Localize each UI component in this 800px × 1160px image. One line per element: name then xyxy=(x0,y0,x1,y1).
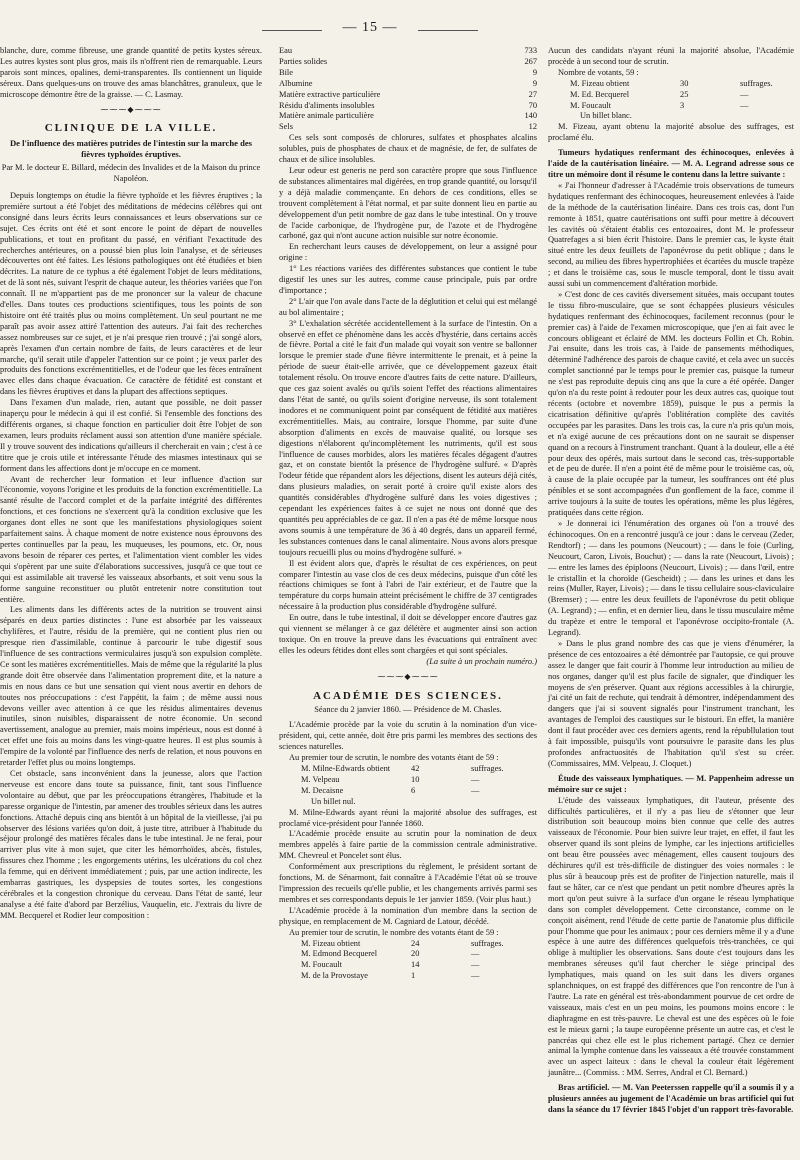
composition-row xyxy=(279,90,537,101)
vote-row xyxy=(279,764,537,775)
composition-row xyxy=(279,111,537,122)
vote-count: 30 xyxy=(680,78,689,88)
paragraph: Il est évident alors que, d'après le résultat de ces expériences, on peut comparer l'intestin au vase clos de ces deux médecins, puisque d'un côté les réactions chimiques se font à l'abri de l'air extérieur, et de l'autre que la température du corps humain atteint précisément le chiffre de 37 centigrades nécessaire à la production plus considérable d'hydrogène sulfuré. xyxy=(279,558,537,612)
vote-unit: — xyxy=(471,785,480,795)
vote-count: 25 xyxy=(680,89,689,99)
paragraph: » Dans le plus grand nombre des cas que je viens d'énumérer, la présence de ces entozoaires a été démontrée par l'autopsie, ce qui prouve assez le danger que fait courir à l'homme leur introduction au milieu de nos organes, danger qu'il est plus facile de signaler, que d'indiquer les moyens de s'en préserver. Quant aux régions accessibles à la chirurgie, j'ai cité un fait de rechute, qui tendrait à démontrer, indépendamment des dangers que j'ai si souvent signalés pour l'instrument tranchant, les avantages de l'emploi des caustiques sur le bistouri. En effet, la manière dont il faut procéder avec ces derniers agents, rend la républlulation tout à fait impossible, puisqu'ils vont poursuivre le parasite dans les plus profondes anfractuosités de l'habitation qu'il s'est su créer. (Commissaires, MM. Velpeau, J. Cloquet.) xyxy=(548,638,794,768)
paragraph: En outre, dans le tube intestinal, il doit se développer encore d'autres gaz qui viennent se mélanger à ce gaz délétère et augmenter ainsi son action toxique. On en trouve la preuve dans les évacuations qui entraînent avec elles les odeurs fétides dont elles sont chargées et qui sont spéciales. xyxy=(279,613,537,655)
vote-unit: suffrages. xyxy=(471,764,504,773)
page-number: — 15 — xyxy=(342,20,398,35)
vote-unit: — xyxy=(471,971,480,981)
vote-row xyxy=(279,775,537,786)
composition-row xyxy=(279,122,537,133)
composition-value: 12 xyxy=(528,122,537,132)
vote-name: M. Edmond Becquerel xyxy=(301,949,378,959)
academy-title: ACADÉMIE DES SCIENCES. xyxy=(313,689,503,702)
column-2 xyxy=(279,46,537,982)
composition-label: Matière animale particulière xyxy=(279,111,374,121)
tumeurs-body xyxy=(548,181,794,770)
article-byline: Par M. le docteur E. Billard, médecin des Invalides et de la Maison du prince Napoléon. xyxy=(1,163,261,184)
continued-note: (La suite à un prochain numéro.) xyxy=(426,656,537,666)
composition-row xyxy=(279,57,537,68)
vote-list-3 xyxy=(548,79,794,112)
section-title: CLINIQUE DE LA VILLE. xyxy=(44,122,218,135)
page-header xyxy=(0,20,800,40)
vote-count: 6 xyxy=(411,785,416,795)
composition-row xyxy=(279,79,537,90)
vote-row xyxy=(279,949,537,960)
tumeurs-title: Tumeurs hydatiques renfermant des échinocoques, enlevées à l'aide de la cautérisation linéaire. — M. A. Legrand adresse sous ce titre un mémoire dont il résume le contenu dans la lettre suivante : xyxy=(548,148,794,179)
composition-value: 27 xyxy=(528,89,537,99)
academy-body-2 xyxy=(279,808,537,939)
ornament-divider-2: ⁓⁓⁓◆⁓⁓⁓ xyxy=(377,671,439,681)
paragraph: » Je donnerai ici l'énumération des organes où l'on a trouvé des échinocoques. On en a rencontré jusqu'à ce jour : dans le cerveau (Zeder, Rendtorf) ; — dans les poumons (Neucourt) ; — dans le foie (Curling, Neucourt, Caron, Livois, Bouchut) ; — dans la rate (Neucourt, Livois) ; — entre les lames des épiploons (Neucourt, Livois) ; — dans l'œil, entre le cristallin et la choroïde (Gescheidt) ; — dans les urines et dans les reins (Muller, Rayer, Livois) ; — dans le tissu cellulaire sous-claviculaire (Bremser) ; — entre les deux feuillets de l'aponévrose du petit oblique (A. Legrand) ; — enfin, et en dernier lieu, dans le tissu musculaire même du trapèze et entre le temporal et l'aponévrose occipito-frontale (A. Legrand). xyxy=(548,518,794,638)
paragraph: 2° L'air que l'on avale dans l'acte de la déglutition et celui qui est mélangé au bol alimentaire ; xyxy=(279,296,537,317)
composition-label: Bile xyxy=(279,67,293,77)
composition-label: Parties solides xyxy=(279,56,328,66)
vote-row xyxy=(279,939,537,950)
elected-text: M. Fizeau, ayant obtenu la majorité absolue des suffrages, est proclamé élu. xyxy=(548,122,794,143)
paragraph: L'Académie procède à la nomination d'un membre dans la section de physique, en remplacement de M. Cagniard de Latour, décédé. xyxy=(279,905,537,926)
vote-unit: suffrages. xyxy=(740,78,773,88)
vote3-note: Un billet blanc. xyxy=(580,111,632,121)
paragraph: Avant de rechercher leur formation et leur influence d'action sur l'économie, voyons l'origine et les produits de la fonction excrémentitielle. La santé résulte de l'accord complet et de la parfaite intégrité des différentes fonctions, et ces fonctions ne s'exercent qu'à la condition exclusive que les organes dont elles ne sont que les manifestations physiologiques soient parfaitement sains. À chaque moment de notre existence nous éprouvons des pertes continuelles par la peau, les muqueuses, les poumons, etc. Or, nous avons besoin de réparer ces pertes, et l'alimentation vient combler les vides qui s'opèrent par une suite d'élaborations successives, jusqu'à ce que tout ce qui est assimilable ait traversé les vaisseaux absorbants, et soit venu sous la forme sanguine reconstituer ou plutôt entretenir notre constitution tout entière. xyxy=(0,474,262,604)
vote-name: M. Velpeau xyxy=(301,774,340,784)
vote-list-2 xyxy=(279,939,537,983)
vote1-note: Un billet nul. xyxy=(311,796,356,806)
composition-value: 9 xyxy=(532,67,537,77)
intro-paragraph: blanche, dure, comme fibreuse, une grande quantité de petits kystes séreux. Les autres kystes sont plus gros, mais ils n'offrent rien de remarquable. Leurs parois sont minces, opalines, demi-transparentes. Ils contiennent un liquide séreux. Dans quelques-uns on trouve des amas blanchâtres, granuleux, que le microscope démontre être de la graisse. — C. Lasmay. xyxy=(0,46,262,99)
composition-value: 70 xyxy=(528,100,537,110)
header-rule-left xyxy=(262,30,322,31)
paragraph: M. Milne-Edwards ayant réuni la majorité absolue des suffrages, est proclamé vice-président pour l'année 1860. xyxy=(279,807,537,828)
vote-unit: — xyxy=(740,89,749,99)
vote-unit: — xyxy=(471,960,480,970)
paragraph: Leur odeur est generis ne perd son caractère propre que sous l'influence de substances alimentaires mal digérées, en trop grande quantité, ou lorsqu'il y a déjà maladie commençante. En dehors de ces conditions, elles se trouvent complètement à l'état normal, et par suite donnent lieu en partie au développement d'un petit nombre de gaz dans le tube intestinal. On y trouve de l'acide carbonique, de l'hydrogène pur, de l'azote et de l'hydrogène carboné, gaz qui n'ont aucune action nuisible sur notre économie. xyxy=(279,165,537,241)
academy-body-1 xyxy=(279,720,537,764)
paragraph: Au premier tour de scrutin, le nombre des votants étant de 59 : xyxy=(289,927,499,937)
column-3 xyxy=(548,46,794,1116)
vote-unit: — xyxy=(471,774,480,784)
vote-name: M. Foucault xyxy=(301,960,342,970)
vote-count: 10 xyxy=(411,774,420,784)
paragraph: Depuis longtemps on étudie la fièvre typhoïde et les fièvres éruptives ; la première surtout a été l'objet des méditations de médecins célèbres qui ont consigné dans leurs écrits leurs connaissances et leurs observations sur ce sujet. Ces écrits ont été et sont encore le point de départ de nouvelles publications, et tout en profitant du passé, en vérifiant l'exactitude des recherches antérieures, on a poussé bien plus loin l'analyse, et de sérieuses découvertes ont été faites. Les lésions pathologiques ont été étudiées et bien décrites. La nature de ce typhus a été également l'objet de leurs méditations, et de là sont nés, suivant l'esprit de chaque auteur, les théories variées que l'on connaît. Il ne m'appartient pas de me prononcer sur la valeur de chacune d'elles. Dans toutes ces productions scientifiques, tous les points de son histoire ont été traités plus ou moins complètement. Un seul pourtant ne me paraît pas avoir assez attiré l'attention des auteurs. J'ai fait des recherches assez nombreuses sur ce sujet, et je n'ai presque rien trouvé ; j'ai songé alors, après l'examen d'un certain nombre de faits, de leurs caractères et de leur marche, qu'il serait utile d'appeler l'attention sur ce point ; je veux parler des produits des fonctions excrémentitielles, et de l'odeur que les fèces entraînent avec elles dans chaque évacuation. Ce caractère de fétidité est constant et dans les fièvres éruptives et dans la plupart des affections septiques. xyxy=(0,190,262,397)
vote-unit: — xyxy=(471,949,480,959)
column-1 xyxy=(0,46,262,922)
composition-label: Matière extractive particulière xyxy=(279,89,381,99)
vaisseaux-body xyxy=(548,796,794,1080)
paragraph: Les aliments dans les différents actes de la nutrition se trouvent ainsi séparés en deux parties distinctes : l'une est absorbée par les vaisseaux chylifères, et l'autre, résidu de la première, qui ne contient plus rien ou presque rien d'assimilable, continue à parcourir le tube digestif sous l'influence de ses contractions vermiculaires jusqu'à son expulsion complète. Ce sont les matières excrémentitielles. Mais de même que la régularité la plus grande doit être observée dans l'alimentation proprement dite, et la nature a mis en nous dans ce but une sensation qui vient nous avertir en dehors de toutes nos préoccupations : c'est l'appétit, la faim ; de même aussi nous devons veiller avec attention à ce que les résidus alimentaires devenus inutiles, sinon nuisibles, disparaissent de notre économie. Un second avertissement, analogue au premier, mais moins impérieux, nous est donné à cet effet une fois au moins dans les vingt-quatre heures. Il est plus soumis à l'empire de la volonté par l'influence des nerfs de relation, et nous pouvons en retarder l'effet plus ou moins longtemps. xyxy=(0,605,262,768)
composition-label: Résidu d'aliments insolubles xyxy=(279,100,375,110)
vote-name: M. Foucault xyxy=(570,100,611,110)
vote-name: M. Milne-Edwards obtient xyxy=(301,764,391,773)
vote-row xyxy=(548,79,794,90)
composition-table xyxy=(279,46,537,133)
article-body-continued xyxy=(279,133,537,657)
vote-name: M. de la Provostaye xyxy=(301,971,368,981)
composition-value: 140 xyxy=(524,111,537,121)
vote-name: M. Ed. Becquerel xyxy=(570,89,630,99)
composition-label: Sels xyxy=(279,122,293,132)
composition-row xyxy=(279,68,537,79)
vote-row xyxy=(548,101,794,112)
vote-unit: suffrages. xyxy=(471,938,504,948)
vote-unit: — xyxy=(740,100,749,110)
article-title: De l'influence des matières putrides de l'intestin sur la marche des fièvres typhoïdes éruptives. xyxy=(9,138,253,160)
paragraph: 3° L'exhalation sécrétée accidentellement à la surface de l'intestin. On a observé en effet ce phénomène dans les accès d'hystérie, dans certains accès de fièvre. Portal a cité le fait d'un malade qui voyait son ventre se ballonner lorsque le premier stade d'une fièvre intermittente le prenait, et à peine la période de sueur était-elle arrivée, que ce développement gazeux était totalement résolu. On trouve encore d'autres faits de cette nature. D'ailleurs, que ces gaz soient avalés ou qu'ils soient l'effet des réactions alimentaires dans l'état de santé, ou qu'ils soient d'origine nerveuse, ils sont totalement inodores et ne communiquent point par conséquent de fétidité aux matières excrémentitielles. Mais, au contraire, lorsque l'homme, par suite d'une absorption d'aliments en excès de mauvaise qualité, ou lorsque ses digestions n'élaborent qu'incomplètement les nutriments, qu'il est sous l'influence de causes morbides, alors les matières fécales dégagent d'autres gaz, et on constate bientôt la présence de l'hydrogène sulfuré. « D'après l'odeur fétide que répandent alors les déjections, disent les auteurs déjà cités, dans plusieurs maladies, on serait porté à croire qu'il existe alors des quantités considérables d'hydrogène sulfuré dans les voies digestives ; cependant les expériences faites à ce sujet ne nous ont donné que des quantités peu appréciables de ce gaz. Il n'en a pas été de même lorsque nous avons soumis à une température de 36 à 40 degrés, dans un appareil fermé, les substances contenues dans le canal alimentaire. Nous avons alors presque toujours recueilli plus ou moins d'hydrogène sulfuré. » xyxy=(279,318,537,557)
composition-row xyxy=(279,46,537,57)
vote-row xyxy=(279,960,537,971)
paragraph: L'étude des vaisseaux lymphatiques, dit l'auteur, présente des difficultés particulières, et il n'y a pas lieu de s'étonner que leur distribution soit beaucoup moins bien connue que celle des autres vaisseaux de l'économie. Pour bien suivre leur trajet, en effet, il faut les observer quand ils sont pleins de lymphe, car les injections artificielles ont beau être poussées avec ménagement, elles causent toujours des déchirures qu'il est très-difficile de distinguer des voies normales : le plus sûr à beaucoup près est de profiter de l'injection naturelle, mais il faut se hâter, car ce n'est que pendant un petit nombre d'heures après la mort qu'on peut suivre à la surface d'un organe le réseau lymphatique dans son complet développement. Cette circonstance, comme on le conçoit aisément, rend l'étude de cette partie de l'anatomie plus difficile pour l'homme que pour les animaux ; pour ces derniers même il y a d'une espèce à une autre des différences quelquefois très-tranchées, ce qui oblige à multiplier les observations. Sans doute c'est toujours dans les membranes séreuses qu'il faut chercher le siège principal des lymphatiques, mais quand on les suit dans les divers organes splanchniques, on est frappé des différences que l'on rencontre de l'un à l'autre. La rate en général est très-abondamment pourvue de cet ordre de vaisseaux, mais c'est en un peu moins, les poumons moins encore : le diaphragme en est très-pauvre. Le cheval est une des espèces où le foie est le mieux garni ; la taupe européenne présente un autre cas, et c'est le pancréas qui chez elle est le plus richement partagé. Chez ce dernier animal la lymphe contenue dans les vaisseaux a été trouvée constamment avec un aspect laiteux : dans le cheval la couleur était légèrement jaunâtre... (Commiss. : MM. Serres, Andral et Cl. Bernard.) xyxy=(548,795,794,1078)
paragraph: Ces sels sont composés de chlorures, sulfates et phosphates alcalins solubles, puis de phosphates de chaux et de magnésie, de fer, de sulfates de chaux et de silice insolubles. xyxy=(279,133,537,165)
vote-count: 1 xyxy=(411,971,416,981)
composition-label: Eau xyxy=(279,46,293,55)
vote-count: 14 xyxy=(411,960,420,970)
paragraph: L'Académie procède ensuite au scrutin pour la nomination de deux membres appelés à faire partie de la commission centrale administrative. MM. Chevreul et Poncelet sont élus. xyxy=(279,829,537,861)
composition-value: 733 xyxy=(524,46,537,55)
paragraph: Dans l'examen d'un malade, rien, autant que possible, ne doit passer inaperçu pour le médecin à qui il est confié. Si l'ensemble des fonctions des différents organes, si chaque fonction en particulier doit être l'objet de son examen, leurs produits réclament aussi son attention d'une manière spéciale. Il y trouve souvent des indications qu'ailleurs il chercherait en vain ; c'est à ce titre que je crois utile et intéressante l'étude des miasmes intestinaux qui se forment dans les affections dont je m'occupe en ce moment. xyxy=(0,398,262,473)
vote-row xyxy=(548,90,794,101)
paragraph: Cet obstacle, sans inconvénient dans la jeunesse, alors que l'action nerveuse est encore dans toute sa puissance, finit, tant sous l'influence volontaire au début, que par les préoccupations étrangères, l'habitude et la paresse organique de l'intestin, par amener des troubles sérieux dans les autres fonctions. Attaché depuis cinq ans bientôt à un hôpital de la vieillesse, j'ai pu observer des lésions variées qu'on doit, à juste titre, attribuer à l'habitude du séjour prolongé des matières fécales dans le tube intestinal. Je ne ferai, pour arriver plus vite à mon sujet, que citer les hémorrhoïdes, abcès, fistules, fissures chez l'homme ; les engorgements utérins, les ulcérations du col chez la femme, qui en dérivent immédiatement ; puis, par une action indirecte, les embarras gastriques, les dyspepsies de toutes sortes, les congestions cérébrales et la congestion chronique du cerveau. Dans l'état de santé, leur analyse a été faite d'abord par Berzélius, Vauquelin, etc. J'extrais du livre de MM. Becquerel et Rodier leur composition : xyxy=(0,769,262,920)
vote-name: M. Decaisne xyxy=(301,785,344,795)
paragraph: » C'est donc de ces cavités diversement situées, mais occupant toutes le tissu fibro-musculaire, que se sont échappées plusieurs vésicules hydatiques renfermant des échinocoques, facilement reconnus (pour le premier cas) à l'aide de l'examen microscopique, que j'en ai fait avec le concours obligeant et éclairé de MM. les docteurs Follin et Ch. Robin. J'ai ensuite, dans les trois cas, à l'aide de pansements méthodiques, déterminé l'adhérence des parois de chaque cavité, et cela avec un succès complet sanctionné par le temps pour le premier cas, puisque la tumeur ne s'est pas reproduite depuis cinq ans que la cure a été opérée. Danger qu'on n'a du reste point à redouter pour les deux autres cas, quoique tout récents (octobre et novembre 1859), puisque le pus a permis la cicatrisation définitive qu'après l'oblitération complète des cavités occupées par les parasites. Dans les trois cas, la cure n'a pris qu'un mois, et n'a exigé aucune de ces précautions dont on ne saurait se dispenser quand on a recours à l'instrument tranchant. Quant à la douleur, elle a été pour deux des opérés, mais surtout dans le second cas, très-supportable et de peu de durée. Il n'en a point été de même pour le troisième cas, où, à cause de la plaie occupée par la tumeur, les souffrances ont été plus pénibles et se sont accompagnées d'un gonflement de la face, comme il arrive toujours à la suite de toutes les opérations, même les plus légères, pratiquées dans cette région. xyxy=(548,289,794,518)
votes-label: Nombre de votants, 59 : xyxy=(558,67,639,77)
vote-name: M. Fizeau obtient xyxy=(301,938,361,948)
session-line: Séance du 2 janvier 1860. — Présidence de M. Chasles. xyxy=(314,705,502,715)
col3-intro: Aucun des candidats n'ayant réuni la majorité absolue, l'Académie procède à un second tour de scrutin. xyxy=(548,46,794,66)
paragraph: En recherchant leurs causes de développement, on leur a assigné pour origine : xyxy=(279,242,537,263)
paragraph: « J'ai l'honneur d'adresser à l'Académie trois observations de tumeurs hydatiques renfermant des échinocoques, heureusement enlevées à l'aide de la méthode de la cautérisation linéaire. Dans ces trois cas, dont l'un remonte à 1851, quatre cautérisations ont suffi pour mettre à découvert les cavités où s'étaient établis ces entozoaires, dont M. le professeur Quatrefages a si bien écrit l'histoire. Dans le premier cas, le kyste était situé entre les deux feuillets de l'aponévrose du petit oblique ; dans le second, au milieu des fibres hypertrophiées et écartées du muscle trapèze ; et dans le troisième cas, sous le muscle temporal, dont le tissu avait aussi subi un commencement d'altération morbide. xyxy=(548,180,794,289)
vote-row xyxy=(279,971,537,982)
composition-label: Albumine xyxy=(279,78,313,88)
vote-count: 20 xyxy=(411,949,420,959)
composition-value: 9 xyxy=(532,78,537,88)
vote-name: M. Fizeau obtient xyxy=(570,78,630,88)
vaisseaux-title: Étude des vaisseaux lymphatiques. — M. Pappenheim adresse un mémoire sur ce sujet : xyxy=(548,773,794,794)
vote-list-1 xyxy=(279,764,537,797)
ornament-divider: ⁓⁓⁓◆⁓⁓⁓ xyxy=(100,104,162,114)
paragraph: 1° Les réactions variées des différentes substances que contient le tube digestif les unes sur les autres, comme cause principale, puis par ordre d'importance ; xyxy=(279,264,537,295)
paragraph: Au premier tour de scrutin, le nombre des votants étant de 59 : xyxy=(289,753,499,763)
bras-title: Bras artificiel. — M. Van Peeterssen rappelle qu'il a soumis il y a plusieurs années au jugement de l'Académie un bras artificiel qui fut dans la séance du 17 février 1845 l'objet d'un rapport très-favorable. xyxy=(548,1083,794,1114)
vote-row xyxy=(279,786,537,797)
vote-count: 42 xyxy=(411,764,420,773)
header-rule-right xyxy=(418,30,478,31)
composition-value: 267 xyxy=(524,56,537,66)
vote-count: 3 xyxy=(680,100,685,110)
paragraph: Conformément aux prescriptions du règlement, le président sortant de fonctions, M. de Sénarmont, fait connaître à l'Académie l'état où se trouve l'impression des recueils qu'elle publie, et les changements arrivés parmi ses membres et ses correspondants depuis le 1er janvier 1859. (Voir plus haut.) xyxy=(279,862,537,904)
article-body xyxy=(0,191,262,922)
paragraph: L'Académie procède par la voie du scrutin à la nomination d'un vice-président, qui, cette année, doit être pris parmi les membres des sections des sciences naturelles. xyxy=(279,720,537,752)
composition-row xyxy=(279,101,537,112)
vote-count: 24 xyxy=(411,938,420,948)
